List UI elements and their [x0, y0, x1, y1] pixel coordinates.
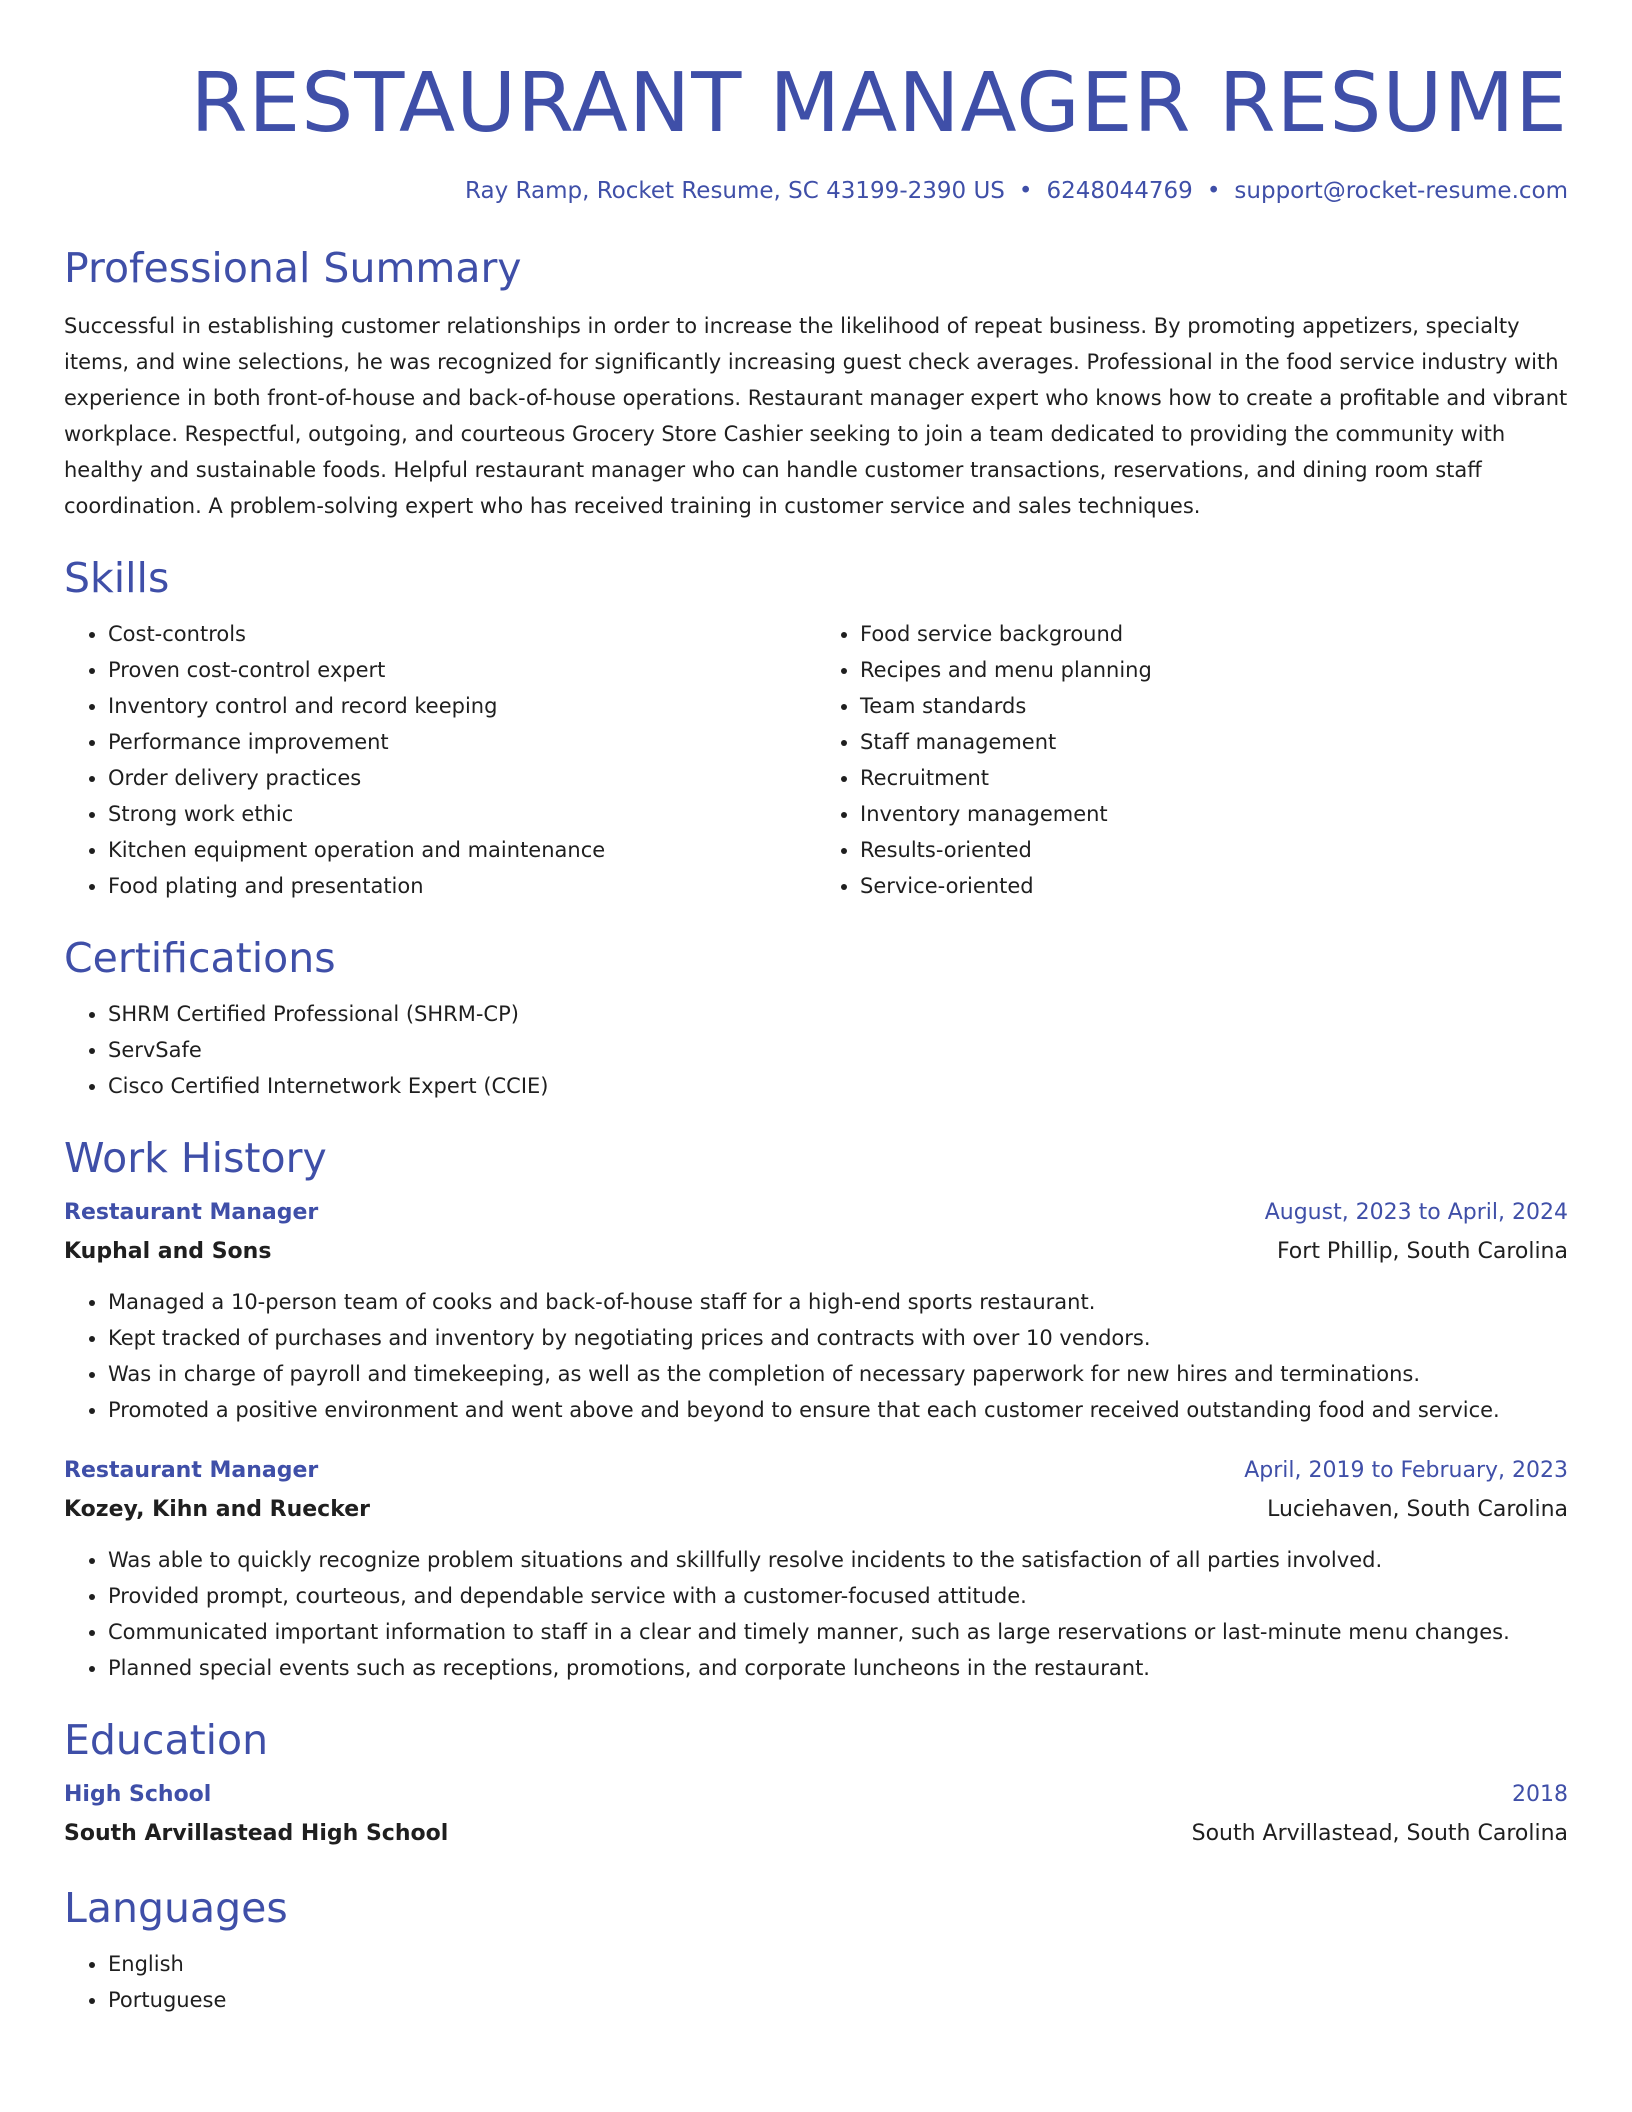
job-bullet: • Kept tracked of purchases and inventory by negotiating prices and contracts with over 10 vendors. — [108, 1320, 1568, 1356]
education-degree: High School — [64, 1782, 212, 1807]
education-year: 2018 — [1512, 1782, 1568, 1807]
job-bullet: • Promoted a positive environment and went above and beyond to ensure that each customer received outstanding food and service. — [108, 1392, 1568, 1428]
work-history-section — [64, 1132, 1568, 1686]
contact-email: support@rocket-resume.com — [1234, 178, 1568, 204]
certification-item: • ServSafe — [108, 1032, 1568, 1068]
job-dates: April, 2019 to February, 2023 — [1244, 1458, 1568, 1483]
job-dates: August, 2023 to April, 2024 — [1264, 1200, 1568, 1225]
skill-item: • Staff management — [860, 724, 1568, 760]
section-heading: Education — [64, 1716, 269, 1764]
certifications-section — [64, 932, 1568, 1104]
job-title: Restaurant Manager — [64, 1458, 319, 1483]
education-header — [64, 1776, 1568, 1814]
education-entry — [64, 1776, 1568, 1854]
skill-item: • Food service background — [860, 616, 1568, 652]
job-header — [64, 1194, 1568, 1232]
job-bullet: • Was in charge of payroll and timekeeping, as well as the completion of necessary paperwork for new hires and terminations. — [108, 1356, 1568, 1392]
skill-item: • Performance improvement — [108, 724, 816, 760]
skill-item: • Service-oriented — [860, 868, 1568, 904]
languages-section — [64, 1882, 1568, 2018]
job-location: Luciehaven, South Carolina — [1267, 1497, 1568, 1522]
section-heading: Certifications — [64, 934, 336, 982]
languages-list — [64, 1946, 1568, 2018]
job-bullet: • Communicated important information to staff in a clear and timely manner, such as large reservations or last-minute menu changes. — [108, 1614, 1568, 1650]
skill-item: • Strong work ethic — [108, 796, 816, 832]
language-item: • Portuguese — [108, 1982, 1568, 2018]
certification-item: • Cisco Certified Internetwork Expert (CCIE) — [108, 1068, 1568, 1104]
section-heading: Skills — [64, 554, 170, 602]
contact-separator: • — [1018, 178, 1033, 204]
section-heading: Professional Summary — [64, 244, 522, 292]
skill-item: • Recruitment — [860, 760, 1568, 796]
section-heading: Languages — [64, 1884, 288, 1932]
contact-address: Ray Ramp, Rocket Resume, SC 43199-2390 US — [465, 178, 1005, 204]
skill-item: • Recipes and menu planning — [860, 652, 1568, 688]
job-bullet: • Provided prompt, courteous, and dependable service with a customer-focused attitude. — [108, 1578, 1568, 1614]
section-heading: Work History — [64, 1134, 327, 1182]
skill-item: • Inventory control and record keeping — [108, 688, 816, 724]
job-subheader — [64, 1490, 1568, 1530]
resume-page — [64, 0, 1568, 2018]
skill-item: • Results-oriented — [860, 832, 1568, 868]
education-school: South Arvillastead High School — [64, 1821, 449, 1846]
skill-item: • Cost-controls — [108, 616, 816, 652]
skills-section — [64, 552, 1568, 904]
skill-item: • Proven cost-control expert — [108, 652, 816, 688]
contact-separator: • — [1206, 178, 1221, 204]
resume-title: RESTAURANT MANAGER RESUME — [190, 56, 1568, 151]
job-location: Fort Phillip, South Carolina — [1276, 1239, 1568, 1264]
skills-list-right — [816, 616, 1568, 904]
certification-item: • SHRM Certified Professional (SHRM-CP) — [108, 996, 1568, 1032]
job-employer: Kozey, Kihn and Ruecker — [64, 1497, 371, 1522]
job-subheader — [64, 1232, 1568, 1272]
job-employer: Kuphal and Sons — [64, 1239, 272, 1264]
skills-columns — [64, 616, 1568, 904]
job-title: Restaurant Manager — [64, 1200, 319, 1225]
skill-item: • Team standards — [860, 688, 1568, 724]
skill-item: • Order delivery practices — [108, 760, 816, 796]
job-bullet: • Managed a 10-person team of cooks and back-of-house staff for a high-end sports restaurant. — [108, 1284, 1568, 1320]
job-bullets — [64, 1284, 1568, 1428]
contact-phone: 6248044769 — [1046, 178, 1193, 204]
education-section — [64, 1714, 1568, 1854]
skill-item: • Inventory management — [860, 796, 1568, 832]
job-header — [64, 1452, 1568, 1490]
summary-text: Successful in establishing customer relationships in order to increase the likelihood of repeat business. By promoting appetizers, specialty items, and wine selections, he was recognized for significantly increasing guest check averages. Professional in the food service industry with experience in both front-of-house and back-of-house operations. Restaurant manager expert who knows how to create a profitable and vibrant workplace. Respectful, outgoing, and courteous Grocery Store Cashier seeking to join a team dedicated to providing the community with healthy and sustainable foods. Helpful restaurant manager who can handle customer transactions, reservations, and dining room staff coordination. A problem-solving expert who has received training in customer service and sales techniques. — [64, 314, 1568, 518]
skills-list-left — [64, 616, 816, 904]
certifications-list — [64, 996, 1568, 1104]
language-item: • English — [108, 1946, 1568, 1982]
summary-section — [64, 242, 1568, 524]
job-entry — [64, 1452, 1568, 1686]
job-bullets — [64, 1542, 1568, 1686]
education-subheader — [64, 1814, 1568, 1854]
job-bullet: • Planned special events such as receptions, promotions, and corporate luncheons in the restaurant. — [108, 1650, 1568, 1686]
skill-item: • Food plating and presentation — [108, 868, 816, 904]
education-location: South Arvillastead, South Carolina — [1191, 1821, 1568, 1846]
job-entry — [64, 1194, 1568, 1428]
skill-item: • Kitchen equipment operation and maintenance — [108, 832, 816, 868]
job-bullet: • Was able to quickly recognize problem situations and skillfully resolve incidents to the satisfaction of all parties involved. — [108, 1542, 1568, 1578]
contact-line — [64, 174, 1568, 208]
